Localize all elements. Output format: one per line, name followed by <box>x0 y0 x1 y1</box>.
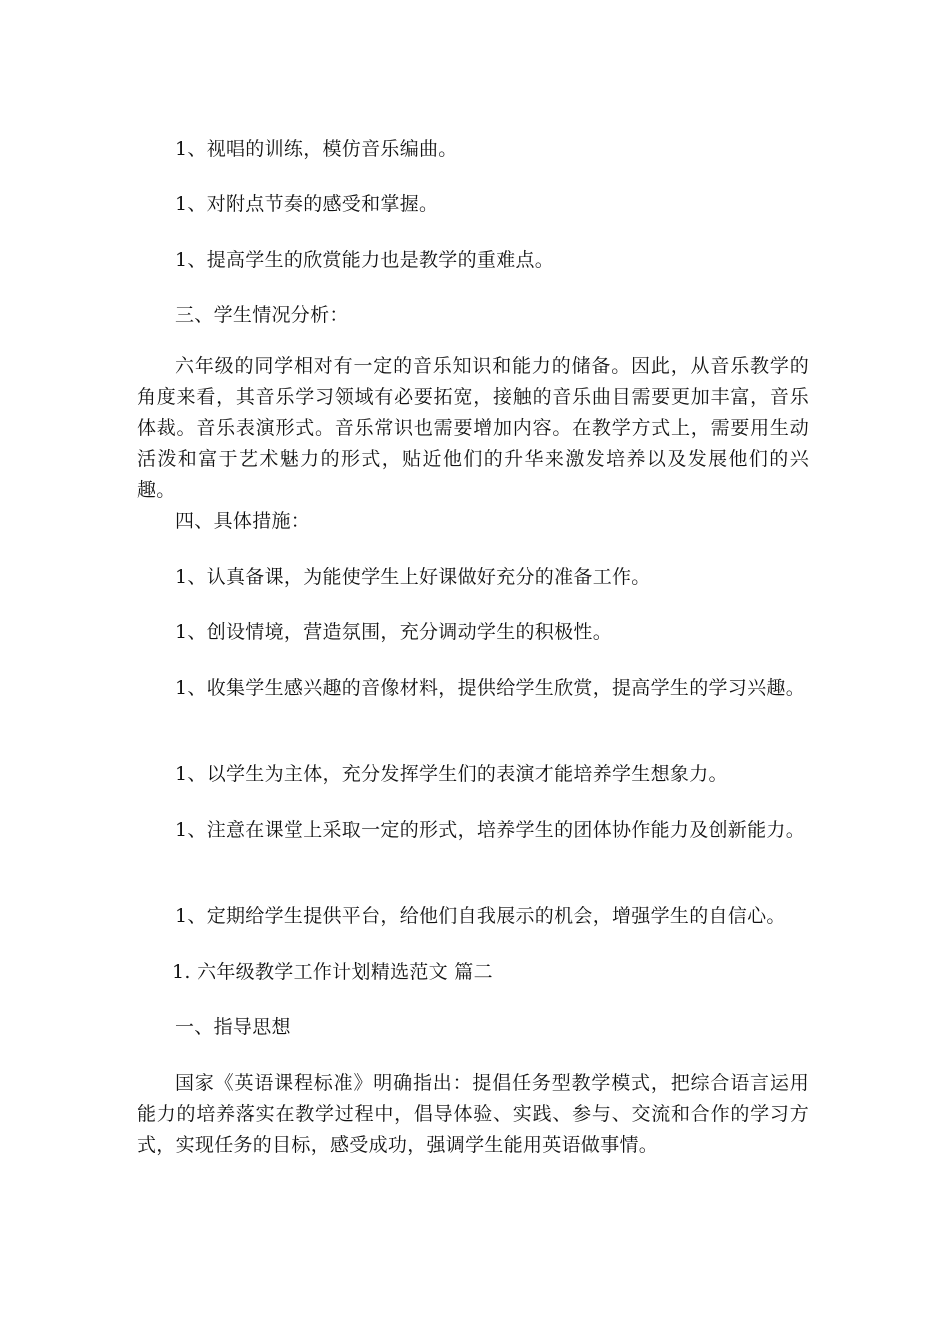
section-heading-student-analysis: 三、学生情况分析： <box>175 304 349 326</box>
list-item-student-centered: 1、以学生为主体，充分发挥学生们的表演才能培养学生想象力。 <box>175 763 728 785</box>
paragraph-student-analysis: 六年级的同学相对有一定的音乐知识和能力的储备。因此，从音乐教学的角度来看，其音乐学习领域有必要拓宽，接触的音乐曲目需要更加丰富，音乐体裁。音乐表演形式。音乐常识也需要增加内容。在教学方式上，需要用生动活泼和富于艺术魅力的形式，贴近他们的升华来激发培养以及发展他们的兴趣。 <box>137 355 809 501</box>
list-item-dotted-rhythm: 1、对附点节奏的感受和掌握。 <box>175 193 439 215</box>
list-item-create-situation: 1、创设情境，营造氛围，充分调动学生的积极性。 <box>175 621 612 643</box>
list-item-prepare-lessons: 1、认真备课，为能使学生上好课做好充分的准备工作。 <box>175 566 651 588</box>
list-item-collect-materials: 1、收集学生感兴趣的音像材料，提供给学生欣赏，提高学生的学习兴趣。 <box>175 677 805 699</box>
section-heading-measures: 四、具体措施： <box>175 510 311 532</box>
list-item-sight-singing: 1、视唱的训练，模仿音乐编曲。 <box>175 138 458 160</box>
list-item-teamwork: 1、注意在课堂上采取一定的形式，培养学生的团体协作能力及创新能力。 <box>175 819 805 841</box>
article-heading-part-two: 1. 六年级教学工作计划精选范文 篇二 <box>172 961 493 983</box>
list-item-platform: 1、定期给学生提供平台，给他们自我展示的机会，增强学生的自信心。 <box>175 905 786 927</box>
paragraph-guiding-idea: 国家《英语课程标准》明确指出：提倡任务型教学模式，把综合语言运用能力的培养落实在教学过程中，倡导体验、实践、参与、交流和合作的学习方式，实现任务的目标，感受成功，强调学生能用英语做事情。 <box>137 1072 809 1156</box>
section-heading-guiding-idea: 一、指导思想 <box>175 1016 291 1038</box>
list-item-appreciation: 1、提高学生的欣赏能力也是教学的重难点。 <box>175 249 555 271</box>
